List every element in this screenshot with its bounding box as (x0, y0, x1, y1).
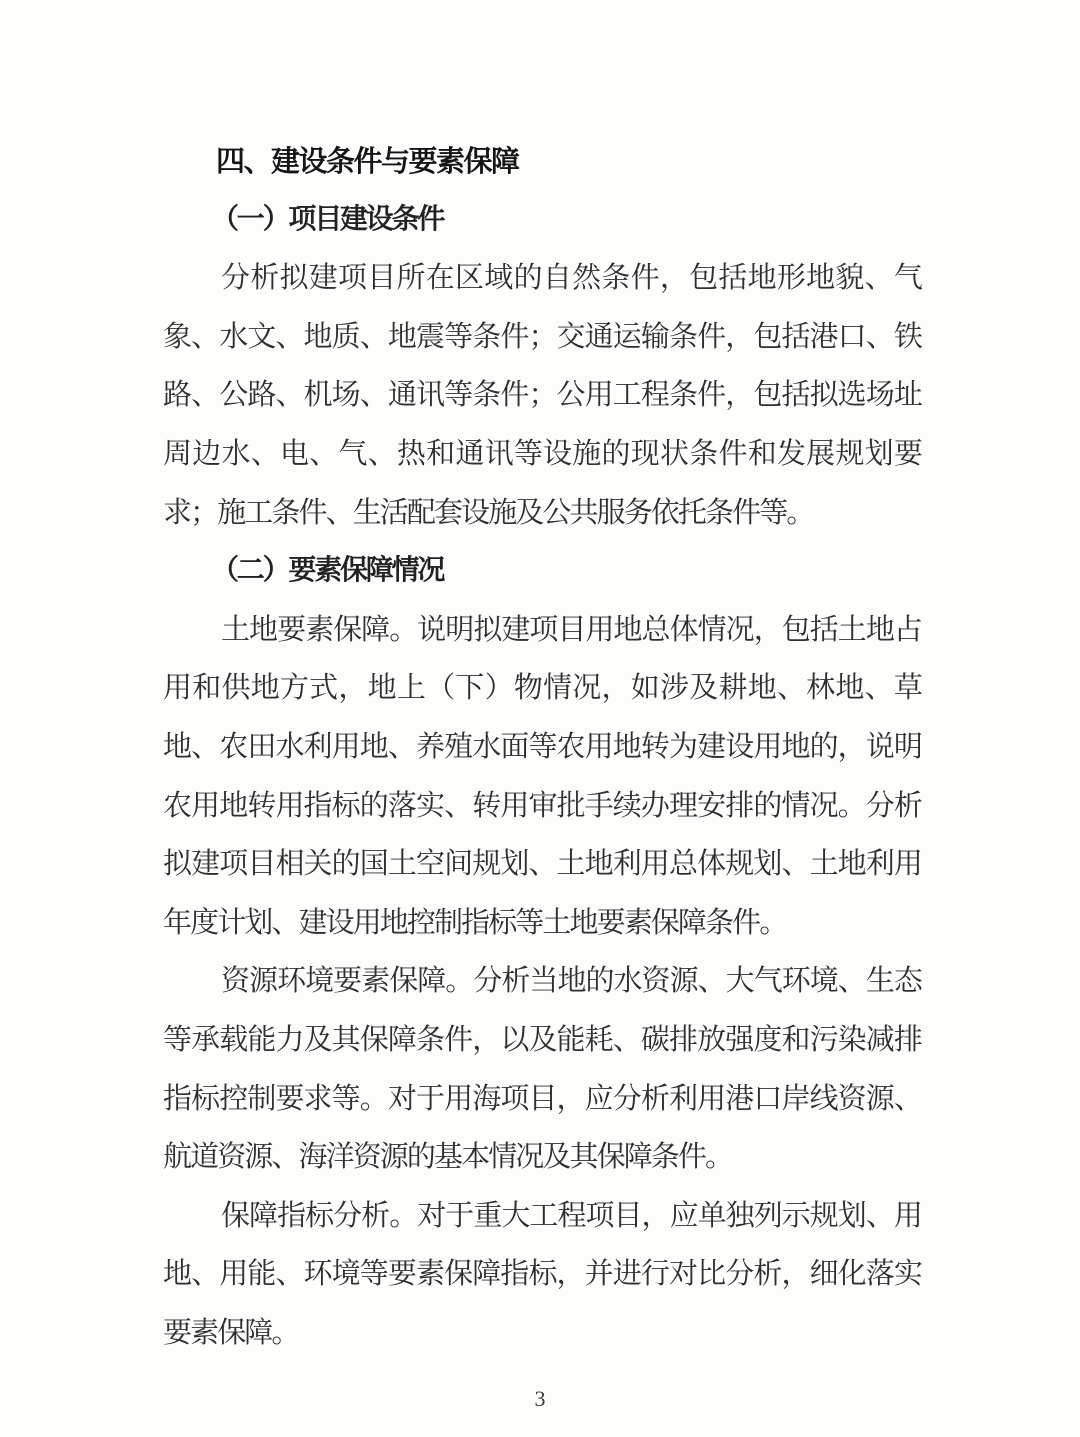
paragraph-land-factor: 土地要素保障。说明拟建项目用地总体情况，包括土地占用和供地方式，地上（下）物情况，如涉及耕地、林地、草地、农田水利用地、养殖水面等农用地转为建设用地的，说明农用地转用指标的落实、转用审批手续办理安排的情况。分析拟建项目相关的国土空间规划、土地利用总体规划、土地利用年度计划、建设用地控制指标等土地要素保障条件。 (163, 613, 921, 939)
subsection-heading-project-conditions: （一）项目建设条件 (211, 203, 444, 235)
paragraph-guarantee-indicator-analysis: 保障指标分析。对于重大工程项目，应单独列示规划、用地、用能、环境等要素保障指标，并进行对比分析，细化落实要素保障。 (163, 1199, 921, 1349)
subsection-heading-factor-guarantee: （二）要素保障情况 (211, 555, 444, 587)
paragraph-project-conditions: 分析拟建项目所在区域的自然条件，包括地形地貌、气象、水文、地质、地震等条件；交通运输条件，包括港口、铁路、公路、机场、通讯等条件；公用工程条件，包括拟选场址周边水、电、气、热和通讯等设施的现状条件和发展规划要求；施工条件、生活配套设施及公共服务依托条件等。 (163, 262, 921, 529)
document-content (163, 132, 921, 1362)
section-heading: 四、建设条件与要素保障 (216, 144, 519, 178)
page-number: 3 (534, 1386, 546, 1411)
paragraph-resource-environment-factor: 资源环境要素保障。分析当地的水资源、大气环境、生态等承载能力及其保障条件，以及能耗、碳排放强度和污染减排指标控制要求等。对于用海项目，应分析利用港口岸线资源、航道资源、海洋资源的基本情况及其保障条件。 (163, 965, 921, 1174)
